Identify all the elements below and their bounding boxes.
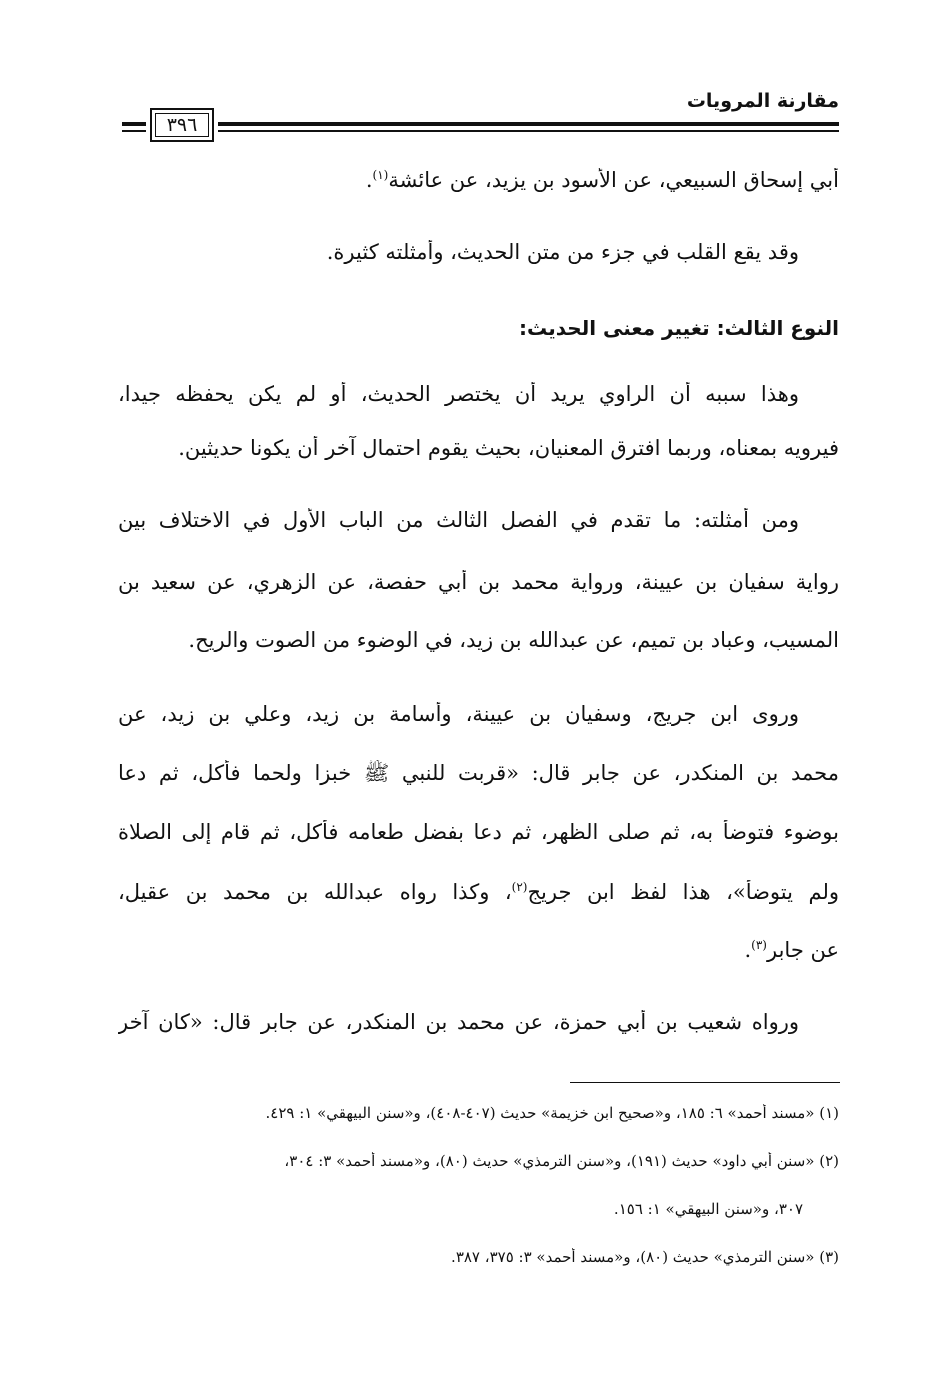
page-number-inner-frame: [155, 113, 209, 137]
text-line-content: أبي إسحاق السبيعي، عن الأسود بن يزيد، عن عائشة: [388, 168, 839, 192]
full-stop: .: [365, 168, 373, 192]
full-stop: .: [744, 938, 752, 962]
text-line: [118, 938, 839, 962]
footnote: (١) «مسند أحمد» ٦: ١٨٥، و«صحيح ابن خزيمة» حديث (٤٠٧-٤٠٨)، و«سنن البيهقي» ١: ٤٢٩.: [265, 1104, 839, 1122]
section-heading: النوع الثالث: تغيير معنى الحديث:: [519, 316, 839, 340]
text-line: المسيب، وعباد بن تميم، عن عبدالله بن زيد، في الوضوء من الصوت والريح.: [188, 628, 839, 652]
running-header-title: مقارنة المرويات: [686, 90, 839, 112]
text-line-content: ولم يتوضأ»، هذا لفظ ابن جريج: [527, 880, 839, 904]
text-line: محمد بن المنكدر، عن جابر قال: «قربت للنبي ﷺ خبزا ولحما فأكل، ثم دعا: [118, 761, 839, 785]
paragraph-line: وقد يقع القلب في جزء من متن الحديث، وأمثلته كثيرة.: [326, 240, 799, 264]
text-line: [118, 880, 839, 904]
page-number: ٣٩٦: [166, 114, 198, 136]
text-line-content: ، وكذا رواه عبدالله بن محمد بن عقيل،: [118, 880, 512, 904]
paragraph-line: ومن أمثلته: ما تقدم في الفصل الثالث من الباب الأول في الاختلاف بين: [118, 508, 799, 532]
text-line: فيرويه بمعناه، وربما افترق المعنيان، بحيث يقوم احتمال آخر أن يكونا حديثين.: [178, 436, 839, 460]
footnote-separator: [570, 1082, 840, 1083]
text-line: بوضوء فتوضأ به، ثم صلى الظهر، ثم دعا بفضل طعامه فأكل، ثم قام إلى الصلاة: [118, 820, 839, 844]
footnote: (٣) «سنن الترمذي» حديث (٨٠)، و«مسند أحمد» ٣: ٣٧٥، ٣٨٧.: [451, 1248, 839, 1266]
paragraph-line: وروى ابن جريج، وسفيان بن عيينة، وأسامة بن زيد، وعلي بن زيد، عن: [118, 702, 799, 726]
text-line: [118, 168, 839, 192]
footnote-marker: (٢): [511, 880, 528, 894]
paragraph-line: ورواه شعيب بن أبي حمزة، عن محمد بن المنكدر، عن جابر قال: «كان آخر: [118, 1010, 799, 1034]
footnote: (٢) «سنن أبي داود» حديث (١٩١)، و«سنن الترمذي» حديث (٨٠)، و«مسند أحمد» ٣: ٣٠٤،: [284, 1152, 839, 1170]
text-line-content: عن جابر: [766, 938, 839, 962]
text-line: رواية سفيان بن عيينة، ورواية محمد بن أبي حفصة، عن الزهري، عن سعيد بن: [118, 570, 839, 594]
header-rule-thin: [122, 130, 839, 132]
footnote-marker: (١): [372, 168, 389, 182]
paragraph-line: وهذا سببه أن الراوي يريد أن يختصر الحديث، أو لم يكن يحفظه جيدا،: [118, 382, 799, 406]
header-rule-thick: [122, 122, 839, 126]
page-number-box: [150, 108, 214, 142]
footnote-marker: (٣): [751, 938, 767, 952]
footnote-continuation: ٣٠٧، و«سنن البيهقي» ١: ١٥٦.: [613, 1200, 803, 1218]
